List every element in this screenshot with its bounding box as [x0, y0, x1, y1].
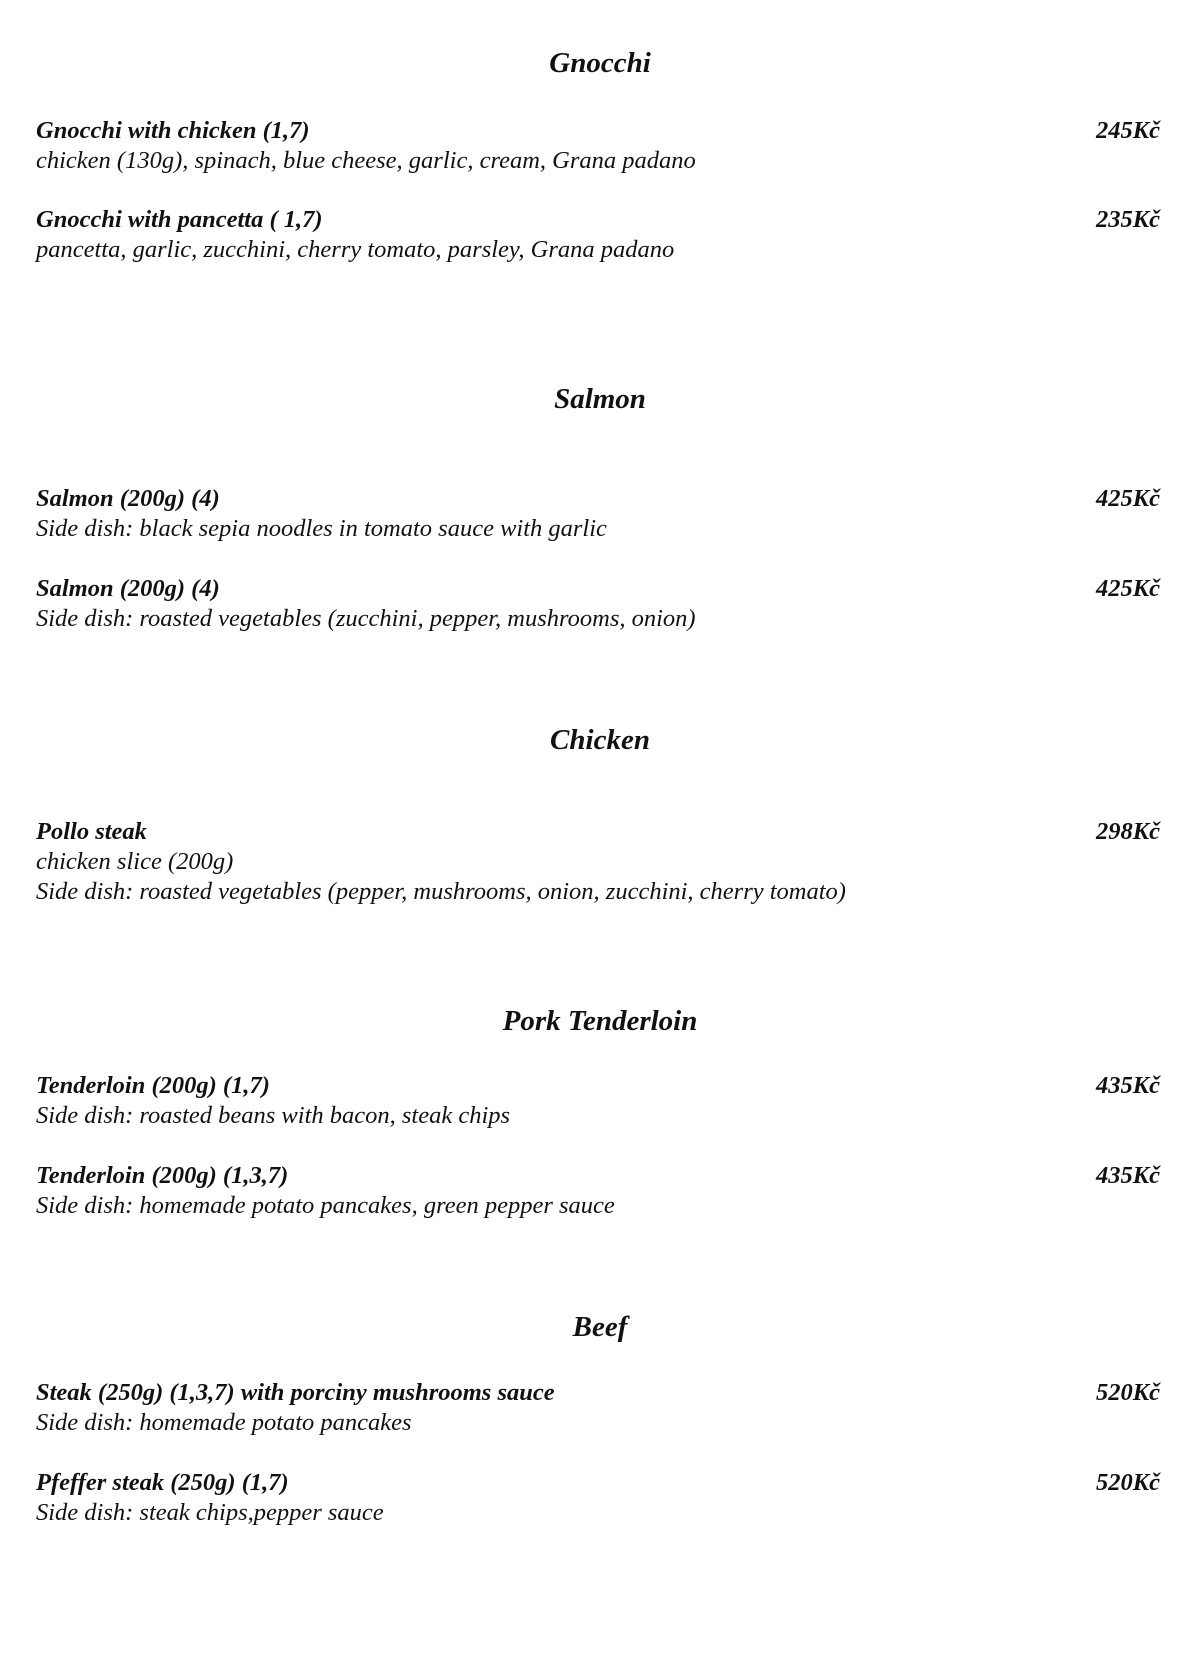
menu-item	[36, 116, 1160, 176]
item-description: chicken (130g), spinach, blue cheese, garlic, cream, Grana padano	[36, 147, 696, 174]
section-title-beef: Beef	[572, 1311, 628, 1343]
item-description: Side dish: roasted vegetables (pepper, mushrooms, onion, zucchini, cherry tomato)	[36, 878, 846, 905]
item-price: 298Kč	[1096, 818, 1160, 845]
item-description: Side dish: black sepia noodles in tomato sauce with garlic	[36, 515, 607, 542]
item-name: Gnocchi with pancetta ( 1,7)	[36, 206, 323, 233]
item-price: 235Kč	[1096, 206, 1160, 233]
item-price: 245Kč	[1096, 117, 1160, 144]
item-name: Gnocchi with chicken (1,7)	[36, 117, 310, 144]
menu-item	[36, 1071, 1160, 1131]
item-description: Side dish: roasted vegetables (zucchini, pepper, mushrooms, onion)	[36, 605, 696, 632]
item-description: Side dish: homemade potato pancakes	[36, 1409, 412, 1436]
item-name: Pfeffer steak (250g) (1,7)	[36, 1469, 289, 1496]
item-name: Steak (250g) (1,3,7) with porciny mushrooms sauce	[36, 1379, 555, 1406]
item-price: 425Kč	[1096, 485, 1160, 512]
menu-item	[36, 1161, 1160, 1221]
item-description: Side dish: roasted beans with bacon, steak chips	[36, 1102, 511, 1129]
item-price: 425Kč	[1096, 575, 1160, 602]
menu-item	[36, 574, 1160, 634]
item-price: 435Kč	[1096, 1072, 1160, 1099]
menu-item	[36, 205, 1160, 265]
item-description: chicken slice (200g)	[36, 848, 234, 875]
item-description: pancetta, garlic, zucchini, cherry tomato, parsley, Grana padano	[36, 236, 675, 263]
item-name: Tenderloin (200g) (1,7)	[36, 1072, 270, 1099]
item-name: Tenderloin (200g) (1,3,7)	[36, 1162, 289, 1189]
menu-item	[36, 817, 1160, 907]
item-price: 520Kč	[1096, 1469, 1160, 1496]
item-description: Side dish: steak chips,pepper sauce	[36, 1499, 384, 1526]
section-title-pork-tenderloin: Pork Tenderloin	[502, 1005, 698, 1037]
menu-item	[36, 484, 1160, 544]
item-name: Pollo steak	[36, 818, 147, 845]
menu-item	[36, 1378, 1160, 1438]
section-title-chicken: Chicken	[550, 724, 650, 756]
item-price: 520Kč	[1096, 1379, 1160, 1406]
section-title-salmon: Salmon	[554, 383, 646, 415]
item-name: Salmon (200g) (4)	[36, 485, 220, 512]
menu-item	[36, 1468, 1160, 1528]
section-title-gnocchi: Gnocchi	[549, 47, 651, 79]
item-price: 435Kč	[1096, 1162, 1160, 1189]
item-description: Side dish: homemade potato pancakes, green pepper sauce	[36, 1192, 615, 1219]
item-name: Salmon (200g) (4)	[36, 575, 220, 602]
